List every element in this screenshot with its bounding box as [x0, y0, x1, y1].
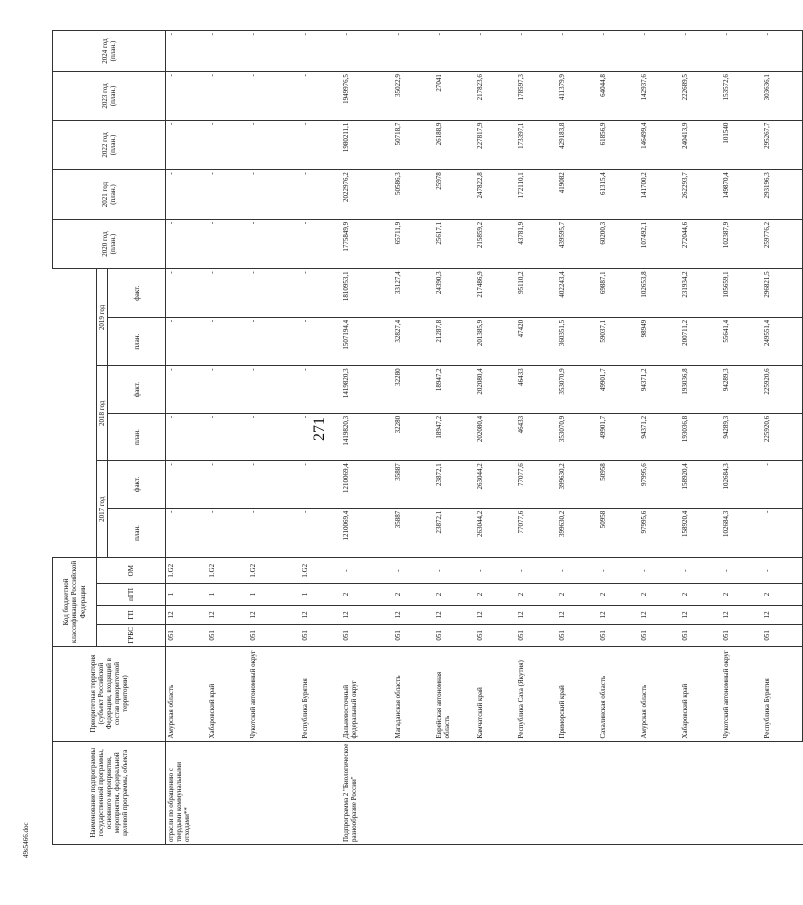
cell-f17: 50958: [598, 461, 639, 508]
cell-f19: 69887,1: [598, 269, 639, 318]
cell-y20: -: [300, 219, 341, 269]
cell-om: 1.G2: [166, 558, 207, 584]
cell-p19: 201385,9: [475, 317, 516, 366]
cell-y23: 178597,3: [516, 72, 557, 121]
cell-p17: -: [207, 508, 248, 558]
cell-y21: 141700,2: [639, 170, 680, 220]
cell-y22: 227817,9: [475, 120, 516, 170]
cell-p17: 1210069,4: [341, 508, 393, 558]
cell-grbs: 051: [434, 625, 475, 647]
cell-om: -: [680, 558, 721, 584]
cell-y23: 35022,9: [393, 72, 434, 121]
cell-p19: 200711,2: [680, 317, 721, 366]
cell-om: -: [475, 558, 516, 584]
cell-y20: -: [248, 219, 300, 269]
cell-y22: 146499,4: [639, 120, 680, 170]
cell-f18: 202080,4: [475, 366, 516, 413]
cell-f17: -: [166, 461, 207, 508]
cell-f18: 49901,7: [598, 366, 639, 413]
cell-f17: 77077,6: [516, 461, 557, 508]
cell-y24: -: [248, 31, 300, 72]
cell-om: -: [557, 558, 598, 584]
cell-y21: 61315,4: [598, 170, 639, 220]
cell-y22: 50718,7: [393, 120, 434, 170]
cell-f17: -: [207, 461, 248, 508]
cell-pgp: 1: [248, 584, 300, 606]
header-2019: 2019 год: [97, 269, 108, 366]
header-2017-fact: факт.: [108, 461, 166, 508]
header-2017: 2017 год: [97, 461, 108, 558]
cell-p17: -: [762, 508, 803, 558]
cell-grbs: 051: [300, 625, 341, 647]
cell-y22: 61856,9: [598, 120, 639, 170]
cell-gp: 12: [680, 605, 721, 624]
cell-p18: -: [248, 413, 300, 460]
header-territory: Приоритетная территория (субъект Российской Федерации, входящий в состав приоритетной территории): [53, 646, 166, 741]
header-years-blank: [53, 269, 97, 558]
header-om: ОМ: [97, 558, 166, 584]
cell-p19: -: [166, 317, 207, 366]
cell-p18: 32280: [393, 413, 434, 460]
cell-y21: 293196,3: [762, 170, 803, 220]
cell-y20: -: [207, 219, 248, 269]
cell-f19: 217486,9: [475, 269, 516, 318]
cell-p18: -: [207, 413, 248, 460]
header-2019-fact: факт.: [108, 269, 166, 318]
cell-y24: -: [721, 31, 762, 72]
cell-grbs: 051: [393, 625, 434, 647]
cell-grbs: 051: [639, 625, 680, 647]
cell-y24: -: [434, 31, 475, 72]
cell-y20: 259776,2: [762, 219, 803, 269]
cell-y24: -: [393, 31, 434, 72]
cell-p18: 202080,4: [475, 413, 516, 460]
cell-gp: 12: [341, 605, 393, 624]
cell-p17: 50958: [598, 508, 639, 558]
cell-y22: 173397,1: [516, 120, 557, 170]
cell-y23: 27041: [434, 72, 475, 121]
header-2018: 2018 год: [97, 366, 108, 461]
cell-f19: 105659,1: [721, 269, 762, 318]
cell-f17: 263044,2: [475, 461, 516, 508]
cell-y23: 217823,6: [475, 72, 516, 121]
cell-y24: -: [516, 31, 557, 72]
cell-f17: -: [248, 461, 300, 508]
cell-y23: -: [248, 72, 300, 121]
cell-p18: 94289,3: [721, 413, 762, 460]
cell-y24: -: [300, 31, 341, 72]
cell-pgp: 2: [434, 584, 475, 606]
cell-y24: -: [639, 31, 680, 72]
cell-y20: 65711,9: [393, 219, 434, 269]
cell-pgp: 2: [557, 584, 598, 606]
cell-pgp: 2: [721, 584, 762, 606]
cell-gp: 12: [762, 605, 803, 624]
cell-grbs: 051: [680, 625, 721, 647]
cell-territory: Хабаровский край: [680, 646, 721, 741]
cell-pgp: 2: [516, 584, 557, 606]
cell-y23: 1949976,5: [341, 72, 393, 121]
cell-y21: 50586,3: [393, 170, 434, 220]
cell-f18: 94289,3: [721, 366, 762, 413]
cell-f18: 18947,2: [434, 366, 475, 413]
cell-f17: 97995,6: [639, 461, 680, 508]
cell-p18: -: [166, 413, 207, 460]
cell-y24: -: [166, 31, 207, 72]
cell-p19: 249551,4: [762, 317, 803, 366]
cell-p17: -: [248, 508, 300, 558]
cell-p19: -: [300, 317, 341, 366]
cell-om: -: [721, 558, 762, 584]
cell-y22: -: [300, 120, 341, 170]
cell-y22: -: [248, 120, 300, 170]
header-2023: 2023 год (план.): [53, 72, 166, 121]
cell-f19: 296821,5: [762, 269, 803, 318]
cell-p17: 158920,4: [680, 508, 721, 558]
cell-grbs: 051: [207, 625, 248, 647]
cell-p19: 59037,1: [598, 317, 639, 366]
cell-territory: Чукотский автономный округ: [721, 646, 762, 741]
table-row: [557, 31, 598, 845]
cell-p17: 97995,6: [639, 508, 680, 558]
cell-y20: 215859,2: [475, 219, 516, 269]
cell-y20: 25617,1: [434, 219, 475, 269]
cell-f17: 35887: [393, 461, 434, 508]
cell-f19: -: [166, 269, 207, 318]
cell-f19: -: [207, 269, 248, 318]
cell-gp: 12: [300, 605, 341, 624]
cell-name: Подпрограмма 2 "Биологическое разнообразие России": [341, 741, 803, 844]
cell-f17: 158920,4: [680, 461, 721, 508]
cell-y20: 60200,3: [598, 219, 639, 269]
cell-f18: 32280: [393, 366, 434, 413]
cell-f17: 23872,1: [434, 461, 475, 508]
cell-y21: -: [207, 170, 248, 220]
cell-f18: -: [207, 366, 248, 413]
cell-p19: 21287,8: [434, 317, 475, 366]
cell-y21: 247822,8: [475, 170, 516, 220]
header-name: Наименование подпрограммы государственной программы, основного мероприятия, мероприятия, федеральной целевой программы, объекта: [53, 741, 166, 844]
cell-f19: 24390,3: [434, 269, 475, 318]
cell-p19: 98949: [639, 317, 680, 366]
cell-grbs: 051: [762, 625, 803, 647]
cell-pgp: 2: [639, 584, 680, 606]
cell-gp: 12: [207, 605, 248, 624]
cell-f19: 402243,4: [557, 269, 598, 318]
table-body: [166, 31, 803, 845]
cell-y20: 439595,7: [557, 219, 598, 269]
cell-territory: Приморский край: [557, 646, 598, 741]
cell-pgp: 2: [341, 584, 393, 606]
cell-y24: -: [762, 31, 803, 72]
table-row: [516, 31, 557, 845]
table-row: [207, 31, 248, 845]
cell-f18: 46433: [516, 366, 557, 413]
cell-gp: 12: [516, 605, 557, 624]
cell-f17: 399630,2: [557, 461, 598, 508]
cell-y21: 2022976,2: [341, 170, 393, 220]
cell-territory: Амурская область: [166, 646, 207, 741]
cell-p17: 399630,2: [557, 508, 598, 558]
cell-f18: 353070,9: [557, 366, 598, 413]
cell-y22: 26188,9: [434, 120, 475, 170]
cell-pgp: 2: [598, 584, 639, 606]
cell-p19: 360351,5: [557, 317, 598, 366]
table-row: [434, 31, 475, 845]
cell-y21: 25978: [434, 170, 475, 220]
cell-f19: 1810953,1: [341, 269, 393, 318]
cell-territory: Республика Бурятия: [300, 646, 341, 741]
cell-om: 1.G2: [248, 558, 300, 584]
cell-gp: 12: [639, 605, 680, 624]
cell-grbs: 051: [341, 625, 393, 647]
cell-y22: 101540: [721, 120, 762, 170]
cell-grbs: 051: [721, 625, 762, 647]
cell-territory: Чукотский автономный округ: [248, 646, 300, 741]
cell-y21: 149870,4: [721, 170, 762, 220]
table-row: [762, 31, 803, 845]
cell-om: 1.G2: [207, 558, 248, 584]
cell-gp: 12: [475, 605, 516, 624]
table-row: [341, 31, 393, 845]
cell-y22: 240413,9: [680, 120, 721, 170]
header-2017-plan: план.: [108, 508, 166, 558]
cell-f17: -: [762, 461, 803, 508]
table-row: [639, 31, 680, 845]
cell-y22: -: [166, 120, 207, 170]
header-pgp: пГП: [97, 584, 166, 606]
cell-pgp: 2: [393, 584, 434, 606]
cell-y21: 262293,7: [680, 170, 721, 220]
header-2020: 2020 год (план.): [53, 219, 166, 269]
cell-om: -: [598, 558, 639, 584]
cell-p18: -: [300, 413, 341, 460]
cell-om: -: [434, 558, 475, 584]
cell-om: -: [516, 558, 557, 584]
table-row: [166, 31, 207, 845]
cell-om: -: [762, 558, 803, 584]
cell-territory: Сахалинская область: [598, 646, 639, 741]
cell-y21: 172110,1: [516, 170, 557, 220]
rotated-table-container: [52, 30, 771, 845]
header-2021: 2021 год (план.): [53, 170, 166, 220]
cell-pgp: 2: [762, 584, 803, 606]
cell-y24: -: [598, 31, 639, 72]
cell-p19: 55641,4: [721, 317, 762, 366]
cell-y20: 102387,9: [721, 219, 762, 269]
cell-gp: 12: [248, 605, 300, 624]
table-row: [248, 31, 300, 845]
cell-y22: -: [207, 120, 248, 170]
table-row: [393, 31, 434, 845]
cell-gp: 12: [721, 605, 762, 624]
header-2019-plan: план.: [108, 317, 166, 366]
cell-f18: -: [166, 366, 207, 413]
cell-y23: 142937,6: [639, 72, 680, 121]
cell-territory: Хабаровский край: [207, 646, 248, 741]
cell-y20: -: [166, 219, 207, 269]
cell-p19: 32827,4: [393, 317, 434, 366]
cell-y23: -: [166, 72, 207, 121]
header-gp: ГП: [97, 605, 166, 624]
cell-y23: 222689,5: [680, 72, 721, 121]
cell-territory: Амурская область: [639, 646, 680, 741]
cell-p18: 49901,7: [598, 413, 639, 460]
cell-y24: -: [207, 31, 248, 72]
cell-gp: 12: [598, 605, 639, 624]
cell-y23: -: [300, 72, 341, 121]
cell-p17: 35887: [393, 508, 434, 558]
cell-territory: Республика Бурятия: [762, 646, 803, 741]
cell-territory: Республика Саха (Якутия): [516, 646, 557, 741]
cell-y22: 1980211,1: [341, 120, 393, 170]
cell-y21: -: [300, 170, 341, 220]
cell-gp: 12: [393, 605, 434, 624]
cell-p18: 1419820,3: [341, 413, 393, 460]
cell-y23: 153572,6: [721, 72, 762, 121]
cell-p18: 193036,8: [680, 413, 721, 460]
cell-f19: -: [248, 269, 300, 318]
cell-om: -: [639, 558, 680, 584]
cell-f17: 102684,3: [721, 461, 762, 508]
cell-gp: 12: [557, 605, 598, 624]
cell-pgp: 1: [207, 584, 248, 606]
header-2024: 2024 год (план.): [53, 31, 166, 72]
cell-f19: 102653,8: [639, 269, 680, 318]
cell-y24: -: [475, 31, 516, 72]
table-row: [300, 31, 341, 845]
cell-pgp: 1: [166, 584, 207, 606]
cell-f17: -: [300, 461, 341, 508]
cell-f18: 225920,6: [762, 366, 803, 413]
cell-p18: 18947,2: [434, 413, 475, 460]
cell-y20: 272044,6: [680, 219, 721, 269]
cell-p18: 46433: [516, 413, 557, 460]
cell-p19: 47420: [516, 317, 557, 366]
cell-p17: 102684,3: [721, 508, 762, 558]
cell-y23: 303636,1: [762, 72, 803, 121]
header-grbs: ГРБС: [97, 625, 166, 647]
cell-f19: 95110,2: [516, 269, 557, 318]
footer-code: 49s5466.doc: [22, 822, 30, 858]
cell-p17: 77077,6: [516, 508, 557, 558]
cell-pgp: 2: [475, 584, 516, 606]
cell-f19: 33127,4: [393, 269, 434, 318]
cell-gp: 12: [434, 605, 475, 624]
table-row: [598, 31, 639, 845]
cell-p19: 1507194,4: [341, 317, 393, 366]
cell-territory: Еврейская автономная область: [434, 646, 475, 741]
cell-y24: -: [557, 31, 598, 72]
cell-y23: -: [207, 72, 248, 121]
cell-y21: 419082: [557, 170, 598, 220]
cell-territory: Дальневосточный федеральный округ: [341, 646, 393, 741]
cell-y22: 429183,8: [557, 120, 598, 170]
cell-territory: Магаданская область: [393, 646, 434, 741]
cell-pgp: 2: [680, 584, 721, 606]
header-2018-fact: факт.: [108, 366, 166, 413]
cell-f19: -: [300, 269, 341, 318]
cell-f18: 1419820,3: [341, 366, 393, 413]
cell-y20: 43781,9: [516, 219, 557, 269]
cell-p18: 94371,2: [639, 413, 680, 460]
cell-p17: -: [300, 508, 341, 558]
cell-y20: 107492,1: [639, 219, 680, 269]
cell-p17: 263044,2: [475, 508, 516, 558]
header-2018-plan: план.: [108, 413, 166, 460]
cell-f18: -: [248, 366, 300, 413]
cell-territory: Камчатский край: [475, 646, 516, 741]
budget-table: [52, 30, 803, 845]
cell-f18: 193036,8: [680, 366, 721, 413]
cell-grbs: 051: [598, 625, 639, 647]
cell-p19: -: [207, 317, 248, 366]
cell-y24: -: [680, 31, 721, 72]
cell-pgp: 1: [300, 584, 341, 606]
cell-grbs: 051: [166, 625, 207, 647]
cell-f18: 94371,2: [639, 366, 680, 413]
cell-grbs: 051: [475, 625, 516, 647]
cell-f17: 1210069,4: [341, 461, 393, 508]
cell-om: -: [393, 558, 434, 584]
cell-y21: -: [166, 170, 207, 220]
cell-p17: 23872,1: [434, 508, 475, 558]
header-budget-code: Код бюджетной классификации Российской Федерации: [53, 558, 97, 646]
table-row: [680, 31, 721, 845]
cell-om: 1.G2: [300, 558, 341, 584]
cell-f19: 231934,2: [680, 269, 721, 318]
page-number: 271: [311, 417, 328, 441]
cell-y21: -: [248, 170, 300, 220]
cell-y22: 295267,7: [762, 120, 803, 170]
cell-f18: -: [300, 366, 341, 413]
cell-p18: 225920,6: [762, 413, 803, 460]
cell-name: отрасли по обращению с твердыми коммунальными отходами**: [166, 741, 341, 844]
table-row: [721, 31, 762, 845]
header-2022: 2022 год (план.): [53, 120, 166, 170]
table-header: [53, 31, 166, 845]
cell-grbs: 051: [248, 625, 300, 647]
cell-y20: 1775849,9: [341, 219, 393, 269]
cell-gp: 12: [166, 605, 207, 624]
cell-p19: -: [248, 317, 300, 366]
cell-grbs: 051: [516, 625, 557, 647]
cell-p17: -: [166, 508, 207, 558]
cell-om: -: [341, 558, 393, 584]
cell-y24: -: [341, 31, 393, 72]
cell-y23: 411379,9: [557, 72, 598, 121]
cell-grbs: 051: [557, 625, 598, 647]
table-row: [475, 31, 516, 845]
cell-y23: 64044,8: [598, 72, 639, 121]
cell-p18: 353070,9: [557, 413, 598, 460]
